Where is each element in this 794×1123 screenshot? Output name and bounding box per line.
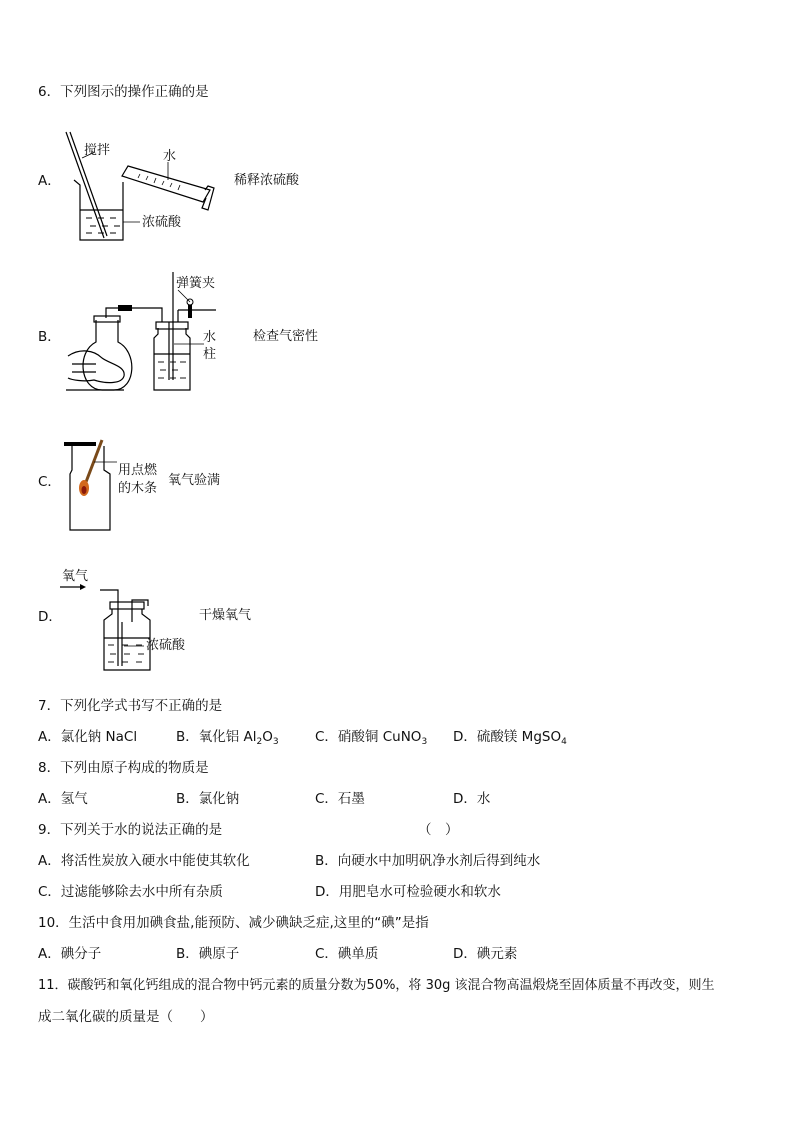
q6-a-letter[interactable]: A． <box>38 173 61 189</box>
q7-option-d[interactable]: D．硫酸镁 MgSO$_4$ <box>453 729 567 747</box>
q9-option-c[interactable]: C．过滤能够除去水中所有杂质 <box>38 884 223 900</box>
q6-b-caption: 检查气密性 <box>253 329 319 344</box>
q7-stem: 7．下列化学式书写不正确的是 <box>38 698 223 714</box>
q6-b-water-label-1: 水 <box>203 330 217 345</box>
q11-stem-line-2: 成二氧化碳的质量是（ ） <box>38 1009 214 1025</box>
q6-b-water-label-2: 柱 <box>203 347 217 362</box>
q8-option-c[interactable]: C．石墨 <box>315 791 365 807</box>
q10-option-b[interactable]: B．碘原子 <box>176 946 240 962</box>
q7-option-b[interactable]: B．氧化铝 $Al_2O_3$ <box>176 729 279 747</box>
q6-stem: 6．下列图示的操作正确的是 <box>38 84 209 100</box>
q6-b-letter[interactable]: B． <box>38 329 61 345</box>
q6-c-caption: 氧气验满 <box>168 473 221 488</box>
q10-stem: 10．生活中食用加碘食盐,能预防、减少碘缺乏症,这里的“碘”是指 <box>38 915 429 931</box>
q6-a-caption: 稀释浓硫酸 <box>234 173 300 188</box>
q6-d-acid-label: 浓硫酸 <box>146 638 186 653</box>
q6-a-stir-label: 搅拌 <box>84 143 111 158</box>
q7-option-a[interactable]: A．氯化钠 NaCl <box>38 729 138 745</box>
q9-option-a[interactable]: A．将活性炭放入硬水中能使其软化 <box>38 853 250 869</box>
q6-c-stick-label-2: 的木条 <box>118 481 158 496</box>
q11-stem-line-1: 11．碳酸钙和氧化钙组成的混合物中钙元素的质量分数为50%，将 30g 该混合物高温煅烧至固体质量不再改变，则生 <box>38 978 715 993</box>
q8-option-d[interactable]: D．水 <box>453 791 491 807</box>
drying-diagram <box>60 582 160 677</box>
q6-c-stick-label-1: 用点燃 <box>118 463 158 478</box>
q9-option-d[interactable]: D．用肥皂水可检验硬水和软水 <box>315 884 501 900</box>
q8-option-b[interactable]: B．氯化钠 <box>176 791 240 807</box>
q7-option-c[interactable]: C．硝酸铜 CuNO$_3$ <box>315 729 428 747</box>
q10-option-c[interactable]: C．碘单质 <box>315 946 379 962</box>
q6-a-acid-label: 浓硫酸 <box>142 215 182 230</box>
q6-d-caption: 干燥氧气 <box>199 608 252 623</box>
q6-a-water-label: 水 <box>163 149 177 164</box>
q6-d-oxygen-label: 氧气 <box>62 569 89 584</box>
q6-c-letter[interactable]: C． <box>38 474 61 490</box>
q8-option-a[interactable]: A．氢气 <box>38 791 88 807</box>
q6-b-clamp-label: 弹簧夹 <box>176 276 216 291</box>
oxygen-test-diagram <box>62 442 122 532</box>
q9-stem: 9．下列关于水的说法正确的是 <box>38 822 223 838</box>
q6-d-letter[interactable]: D． <box>38 609 62 625</box>
q8-stem: 8．下列由原子构成的物质是 <box>38 760 209 776</box>
q10-option-a[interactable]: A．碘分子 <box>38 946 102 962</box>
q10-option-d[interactable]: D．碘元素 <box>453 946 518 962</box>
q9-option-b[interactable]: B．向硬水中加明矾净水剂后得到纯水 <box>315 853 541 869</box>
q9-answer-bracket: （ ） <box>418 822 459 838</box>
